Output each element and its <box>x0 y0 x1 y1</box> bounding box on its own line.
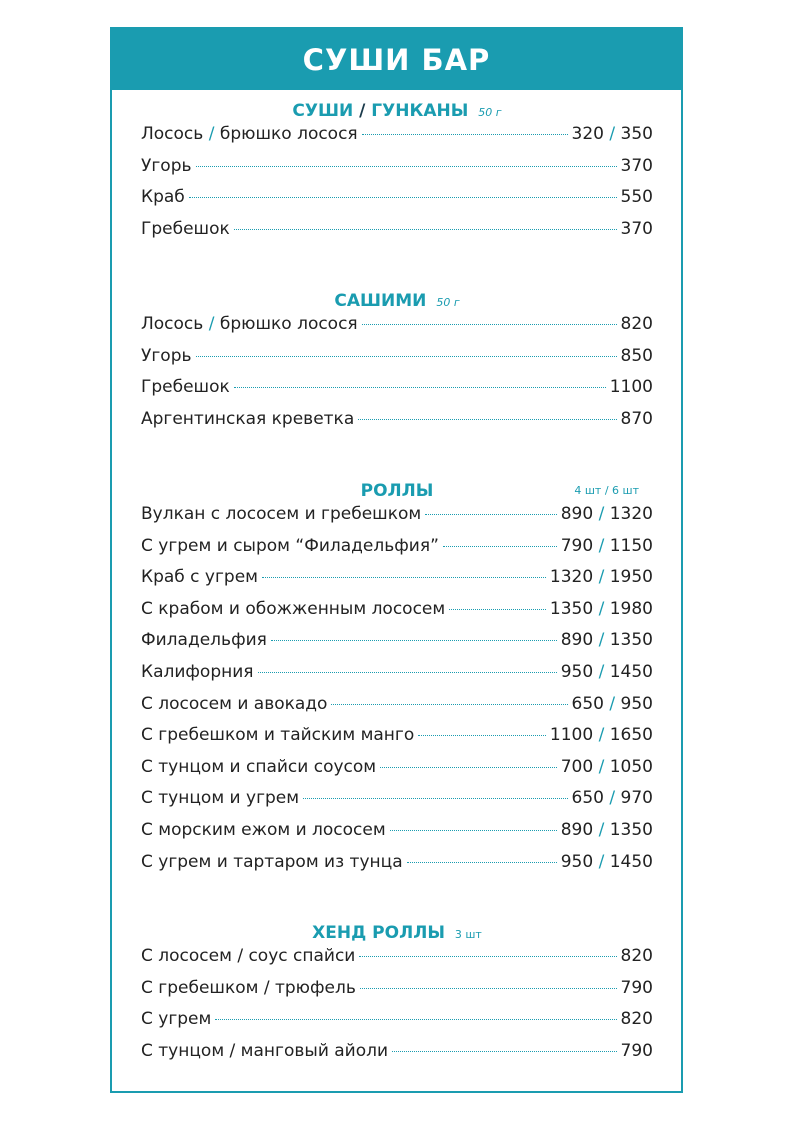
item-name: С угрем и сыром “Филадельфия” <box>141 535 439 556</box>
item-price: 820 <box>620 1009 653 1030</box>
menu-item <box>141 536 653 568</box>
item-price: 790 <box>620 1040 653 1061</box>
item-name: Угорь <box>141 345 192 366</box>
section-hand-rolls <box>141 920 653 1072</box>
dot-leader <box>380 767 557 768</box>
menu-item <box>141 219 653 251</box>
menu-item <box>141 757 653 789</box>
menu-item <box>141 187 653 219</box>
dot-leader <box>196 356 617 357</box>
menu-item <box>141 409 653 441</box>
item-price: 890 / 1320 <box>560 504 653 524</box>
menu-item <box>141 820 653 852</box>
item-name: Филадельфия <box>141 630 267 651</box>
portion-note: 3 шт <box>454 928 482 941</box>
dot-leader <box>234 229 617 230</box>
menu-item <box>141 314 653 346</box>
item-name: С крабом и обожженным лососем <box>141 598 446 619</box>
item-price: 550 <box>620 187 653 208</box>
item-price: 890 / 1350 <box>560 630 653 651</box>
dot-leader <box>360 988 617 989</box>
item-price: 700 / 1050 <box>560 756 653 777</box>
item-price: 1320 / 1950 <box>549 567 653 588</box>
dot-leader <box>418 735 546 736</box>
section-heading <box>141 98 653 124</box>
menu-item <box>141 630 653 662</box>
dot-leader <box>362 324 617 325</box>
item-name: Краб <box>141 187 185 208</box>
section-rolls <box>141 478 653 883</box>
item-name: С лососем и авокадо <box>141 693 328 714</box>
item-price: 650 / 970 <box>571 788 653 809</box>
heading-part: ГУНКАНЫ <box>371 101 469 121</box>
item-name: Лосось / брюшко лосося <box>141 314 358 334</box>
dot-leader <box>196 166 617 167</box>
item-price: 820 <box>620 314 653 334</box>
item-name: Угорь <box>141 155 192 176</box>
dot-leader <box>407 862 557 863</box>
item-name: С гребешком и тайским манго <box>141 725 415 746</box>
item-price: 370 <box>620 155 653 176</box>
menu-title: СУШИ БАР <box>112 29 681 90</box>
dot-leader <box>303 798 567 799</box>
item-name: Вулкан с лососем и гребешком <box>141 504 422 524</box>
menu-item <box>141 599 653 631</box>
section-heading <box>141 478 653 504</box>
section-sushi <box>141 98 653 250</box>
dot-leader <box>189 197 617 198</box>
menu-item <box>141 662 653 694</box>
item-name: Калифорния <box>141 661 254 682</box>
item-price: 650 / 950 <box>571 693 653 714</box>
item-price: 320 / 350 <box>571 124 653 144</box>
item-name: С гребешком / трюфель <box>141 977 356 998</box>
dot-leader <box>215 1019 616 1020</box>
dot-leader <box>390 830 557 831</box>
item-name: Краб с угрем <box>141 567 258 588</box>
item-price: 950 / 1450 <box>560 661 653 682</box>
heading-slash: / <box>359 101 366 121</box>
dot-leader <box>234 387 606 388</box>
item-price: 790 <box>620 977 653 998</box>
menu-item <box>141 156 653 188</box>
portion-note: 50 г <box>478 106 502 119</box>
dot-leader <box>362 134 568 135</box>
dot-leader <box>262 577 546 578</box>
dot-leader <box>258 672 557 673</box>
menu-item <box>141 978 653 1010</box>
item-name: Лосось / брюшко лосося <box>141 124 358 144</box>
item-name: С тунцом и спайси соусом <box>141 756 377 777</box>
menu-item <box>141 852 653 884</box>
item-price: 870 <box>620 408 653 429</box>
heading-part: ХЕНД РОЛЛЫ <box>312 923 445 943</box>
item-price: 370 <box>620 218 653 239</box>
menu-frame <box>110 27 683 1093</box>
dot-leader <box>358 419 616 420</box>
item-name: С морским ежом и лососем <box>141 819 386 840</box>
dot-leader <box>449 609 546 610</box>
portion-note: 50 г <box>436 296 460 309</box>
menu-item <box>141 504 653 536</box>
item-name: С угрем и тартаром из тунца <box>141 851 403 872</box>
item-price: 1350 / 1980 <box>549 598 653 619</box>
dot-leader <box>392 1051 616 1052</box>
item-name: Гребешок <box>141 218 230 239</box>
menu-item <box>141 694 653 726</box>
heading-part: РОЛЛЫ <box>360 481 434 501</box>
menu-item <box>141 346 653 378</box>
dot-leader <box>425 514 557 515</box>
section-heading <box>141 920 653 946</box>
item-name: Гребешок <box>141 377 230 398</box>
menu-item <box>141 377 653 409</box>
heading-part: СУШИ <box>292 101 354 121</box>
heading-part: САШИМИ <box>334 291 427 311</box>
item-name: Аргентинская креветка <box>141 408 355 429</box>
menu-item <box>141 1041 653 1073</box>
item-price: 820 <box>620 946 653 966</box>
item-name: С тунцом и угрем <box>141 788 300 809</box>
menu-item <box>141 946 653 978</box>
dot-leader <box>443 546 557 547</box>
menu-item <box>141 788 653 820</box>
section-sashimi <box>141 288 653 440</box>
item-name: С лососем / соус спайси <box>141 946 356 966</box>
item-price: 850 <box>620 345 653 366</box>
item-price: 1100 <box>609 377 653 398</box>
menu-item <box>141 567 653 599</box>
menu-item <box>141 1009 653 1041</box>
item-price: 790 / 1150 <box>560 535 653 556</box>
dot-leader <box>359 956 616 957</box>
portion-note: 4 шт / 6 шт <box>574 484 639 497</box>
section-heading <box>141 288 653 314</box>
item-price: 950 / 1450 <box>560 851 653 872</box>
item-price: 890 / 1350 <box>560 819 653 840</box>
menu-item <box>141 124 653 156</box>
menu-item <box>141 725 653 757</box>
item-name: С угрем <box>141 1009 212 1030</box>
dot-leader <box>271 640 557 641</box>
item-name: С тунцом / манговый айоли <box>141 1040 389 1061</box>
dot-leader <box>331 704 567 705</box>
item-price: 1100 / 1650 <box>549 725 653 746</box>
